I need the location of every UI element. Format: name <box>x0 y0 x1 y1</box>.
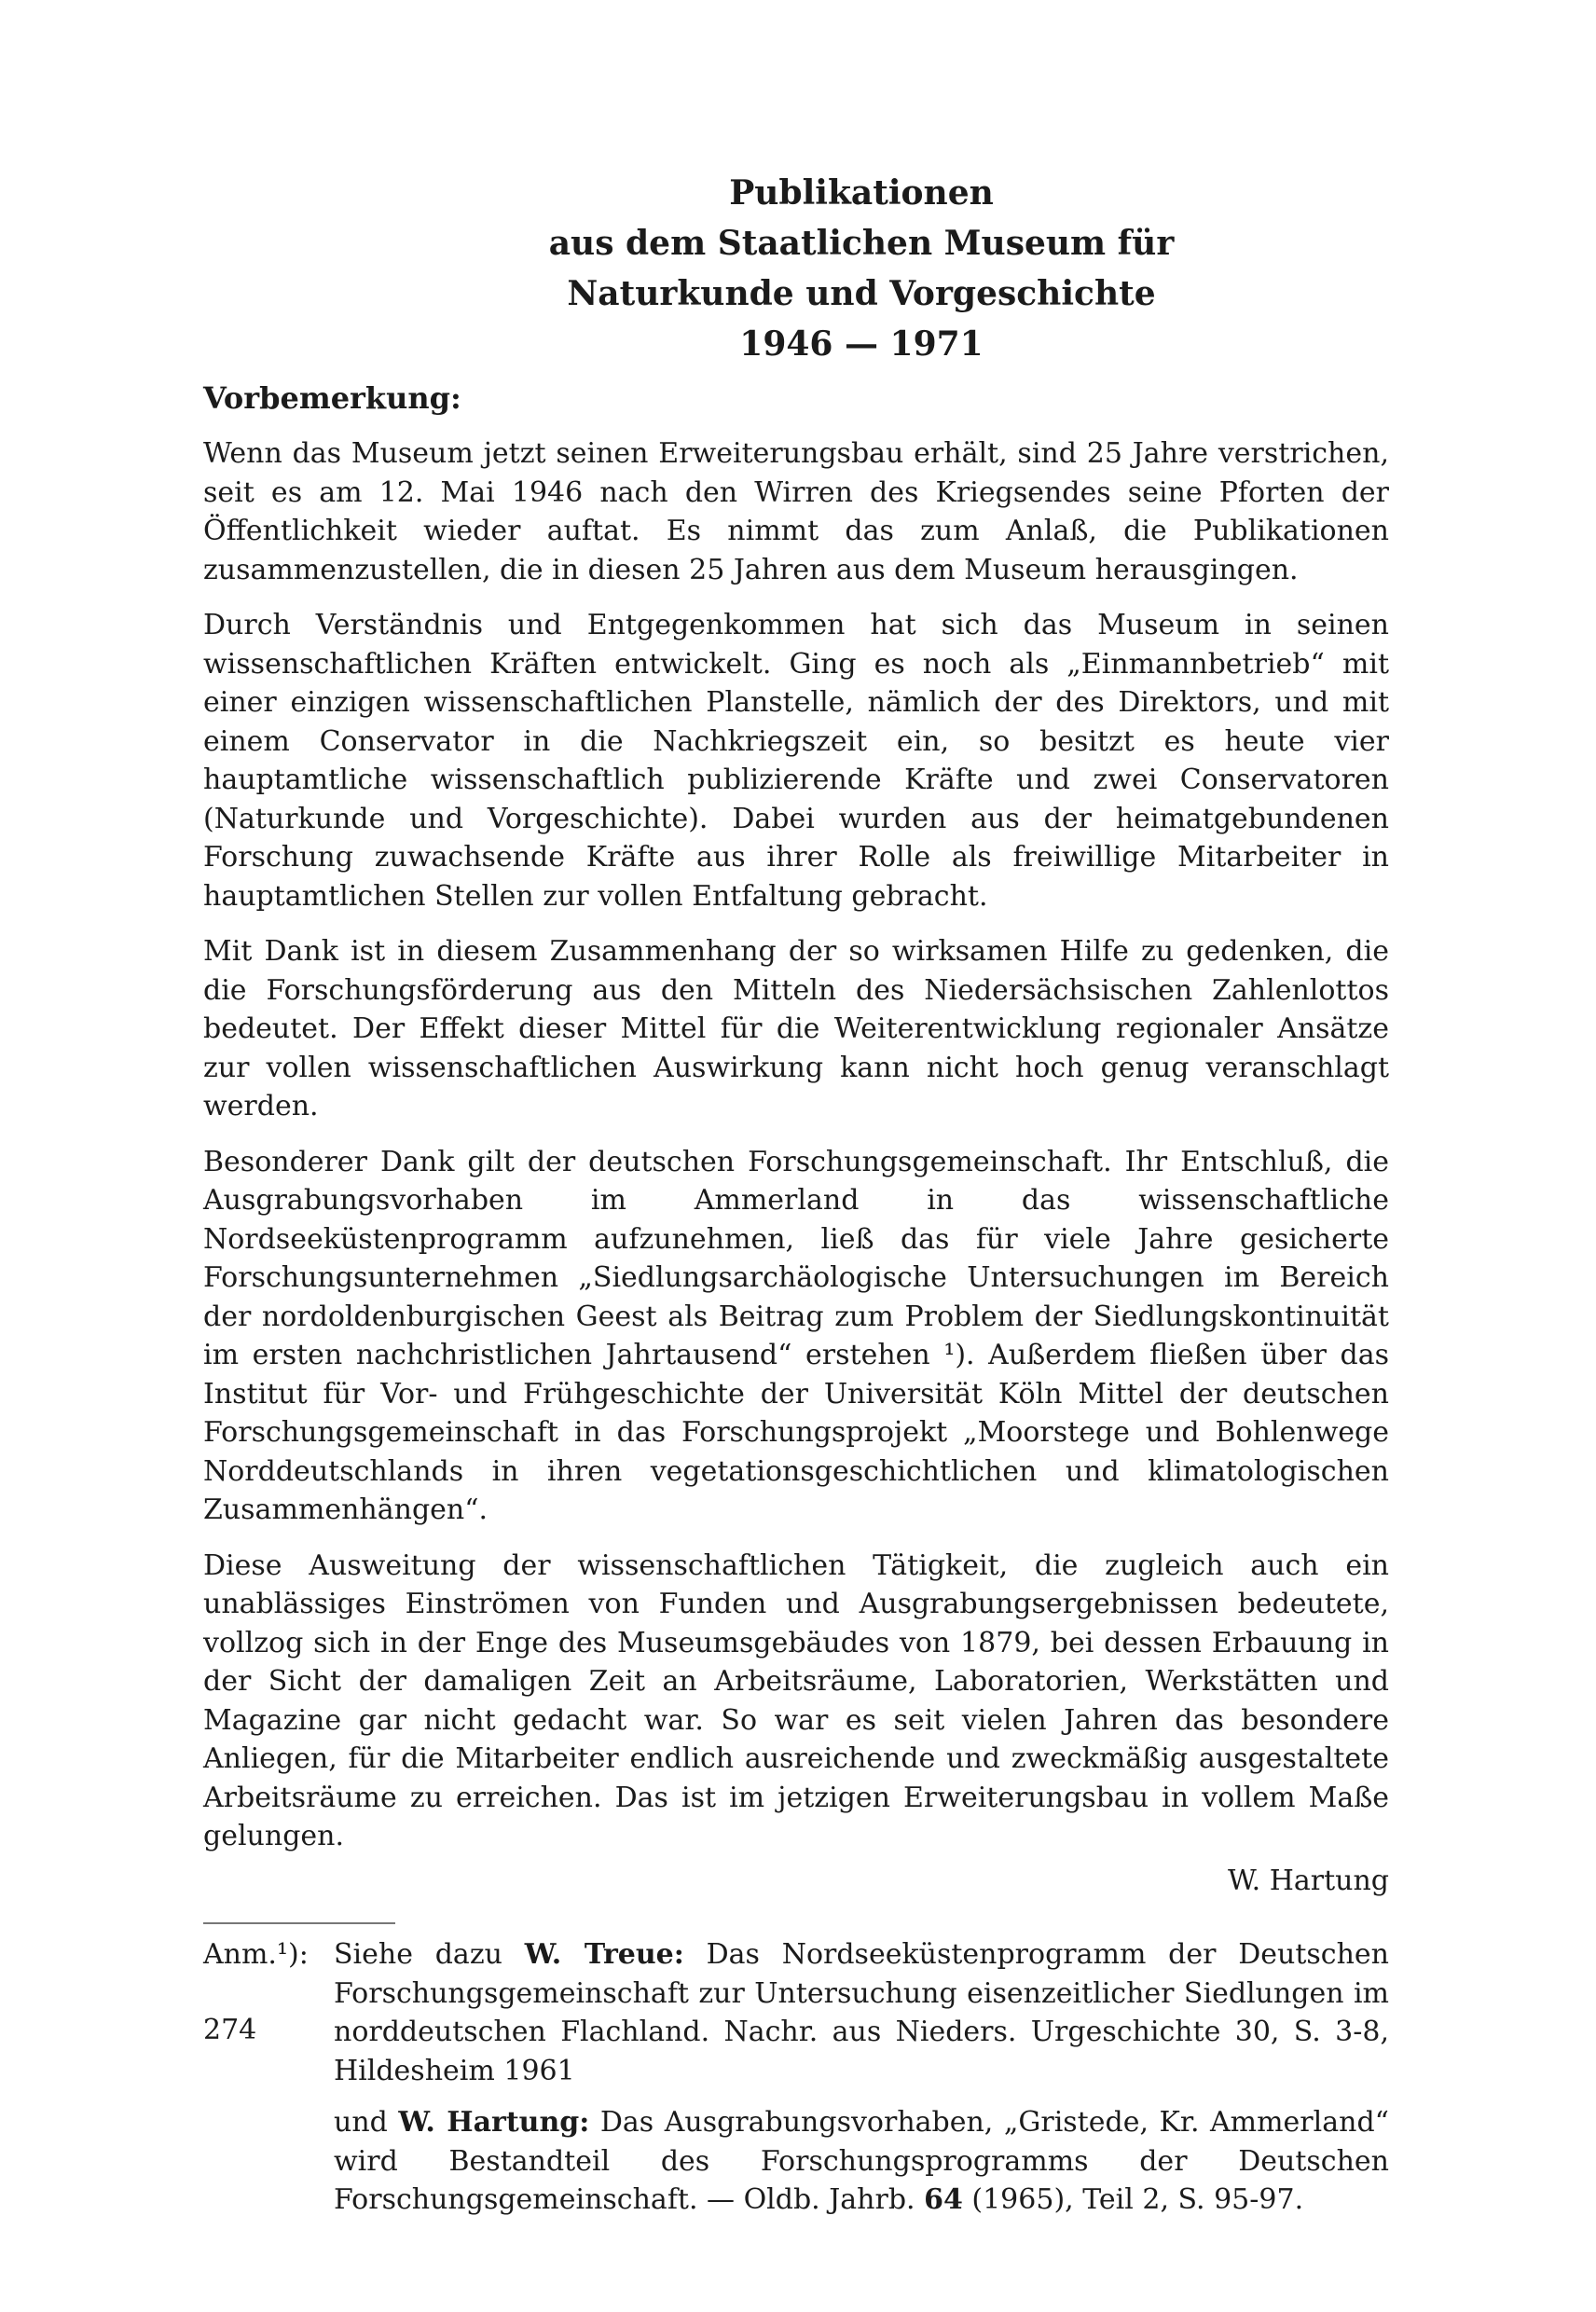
ref2-text-b: (1965), Teil 2, S. 95-97. <box>962 2183 1304 2216</box>
title-line-2: aus dem Staatlichen Museum für <box>548 224 1175 263</box>
footnote <box>203 1935 1389 2233</box>
document-page <box>203 168 1389 2233</box>
signature: W. Hartung <box>1228 1864 1389 1897</box>
ref2-text-a: Das Ausgrabungsvorhaben, „Gristede, Kr. Ammerland“ wird Bestandteil des Forschungsprogramms der Deutschen Forschungsgemeinschaft. — Oldb. Jahrb. <box>334 2106 1389 2216</box>
paragraph-5: Diese Ausweitung der wissenschaftlichen Tätigkeit, die zugleich auch ein unablässiges Einströmen von Funden und Ausgrabungsergebnissen bedeutete, vollzog sich in der Enge des Museumsgebäudes von 1879, bei dessen Erbauung in der Sicht der damaligen Zeit an Arbeitsräume, Laboratorien, Werkstätten und Magazine gar nicht gedacht war. So war es seit vielen Jahren das besondere Anliegen, für die Mitarbeiter endlich ausreichende und zweckmäßig ausgestaltete Arbeitsräume zu erreichen. Das ist im jetzigen Erweiterungsbau in vollem Maße gelungen. <box>203 1548 1389 1852</box>
footnote-label: Anm.¹): <box>203 1938 309 1971</box>
title-line-1: Publikationen <box>729 173 994 213</box>
page-number: 274 <box>203 2014 257 2046</box>
document-title <box>203 168 1389 369</box>
footnote-body <box>334 1935 1389 2233</box>
ref2-prefix: und <box>334 2106 399 2139</box>
footnote-reference-1 <box>334 1935 1389 2090</box>
paragraph-4: Besonderer Dank gilt der deutschen Forschungsgemeinschaft. Ihr Entschluß, die Ausgrabungsvorhaben im Ammerland in das wissenschaftliche Nordseeküstenprogramm aufzunehmen, ließ das für viele Jahre gesicherte Forschungsunternehmen „Siedlungsarchäologische Untersuchungen im Bereich der nordoldenburgischen Geest als Beitrag zum Problem der Siedlungskontinuität im ersten nachchristlichen Jahrtausend“ erstehen ¹). Außerdem fließen über das Institut für Vor- und Frühgeschichte der Universität Köln Mittel der deutschen Forschungsgemeinschaft in das Forschungsprojekt „Moorstege und Bohlenwege Norddeutschlands in ihren vegetationsgeschichtlichen und klimatologischen Zusammenhängen“. <box>203 1145 1389 1526</box>
ref2-volume: 64 <box>924 2183 963 2216</box>
paragraph-3: Mit Dank ist in diesem Zusammenhang der so wirksamen Hilfe zu gedenken, die die Forschungsförderung aus den Mitteln des Niedersächsischen Zahlenlottos bedeutet. Der Effekt dieser Mittel für die Weiterentwicklung regionaler Ansätze zur vollen wissenschaftlichen Auswirkung kann nicht hoch genug veranschlagt werden. <box>203 935 1389 1122</box>
ref2-author: W. Hartung: <box>398 2106 590 2139</box>
footnote-divider <box>203 1922 395 1924</box>
section-heading: Vorbemerkung: <box>203 380 461 416</box>
title-line-4: 1946 — 1971 <box>739 324 984 364</box>
ref1-text: Das Nordseeküstenprogramm der Deutschen Forschungsgemeinschaft zur Untersuchung eisenzeitlicher Siedlungen im norddeutschen Flachland. Nachr. aus Nieders. Urgeschichte 30, S. 3-8, Hildesheim 1961 <box>334 1938 1389 2087</box>
ref1-author: W. Treue: <box>524 1938 684 1971</box>
ref1-prefix: Siehe dazu <box>334 1938 525 1971</box>
title-line-3: Naturkunde und Vorgeschichte <box>567 274 1156 313</box>
paragraph-2: Durch Verständnis und Entgegenkommen hat sich das Museum in seinen wissenschaftlichen Kräften entwickelt. Ging es noch als „Einmannbetrieb“ mit einer einzigen wissenschaftlichen Planstelle, nämlich der des Direktors, und mit einem Conservator in die Nachkriegszeit ein, so besitzt es heute vier hauptamtliche wissenschaftlich publizierende Kräfte und zwei Conservatoren (Naturkunde und Vorgeschichte). Dabei wurden aus der heimatgebundenen Forschung zuwachsende Kräfte aus ihrer Rolle als freiwillige Mitarbeiter in hauptamtlichen Stellen zur vollen Entfaltung gebracht. <box>203 609 1389 913</box>
paragraph-1: Wenn das Museum jetzt seinen Erweiterungsbau erhält, sind 25 Jahre verstrichen, seit es am 12. Mai 1946 nach den Wirren des Kriegsendes seine Pforten der Öffentlichkeit wieder auftat. Es nimmt das zum Anlaß, die Publikationen zusammenzustellen, die in diesen 25 Jahren aus dem Museum herausgingen. <box>203 437 1389 586</box>
footnote-reference-2 <box>334 2103 1389 2220</box>
